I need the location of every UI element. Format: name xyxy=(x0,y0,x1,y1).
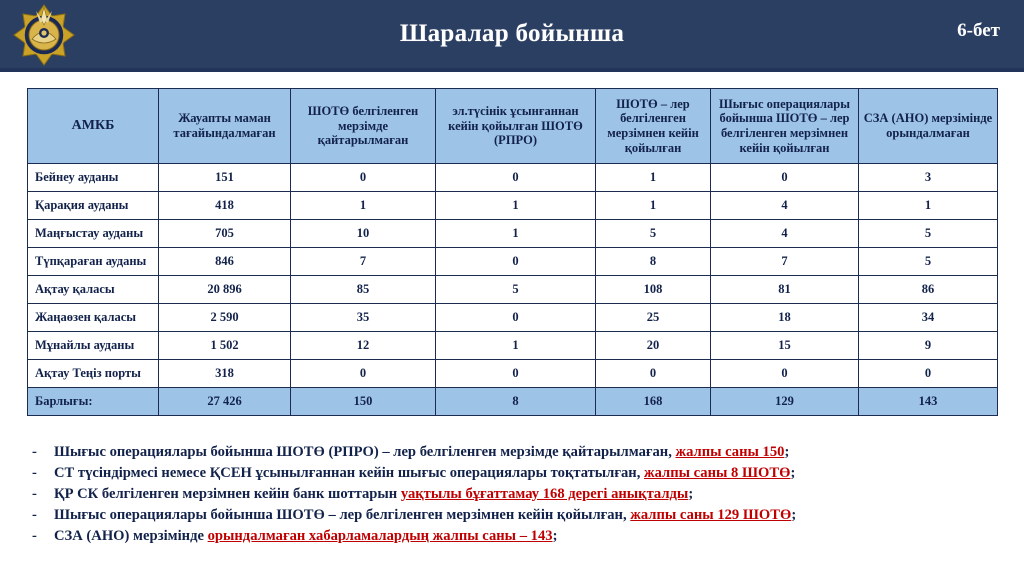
cell: 35 xyxy=(291,304,436,332)
bullet-lead: Шығыс операциялары бойынша ШОТӨ (РПРО) – лер белгіленген мерзімде қайтарылмаған, xyxy=(54,444,676,460)
cell: 1 xyxy=(436,220,596,248)
cell: 418 xyxy=(159,192,291,220)
cell: 0 xyxy=(711,360,859,388)
list-item xyxy=(24,443,1014,463)
cell: 0 xyxy=(291,360,436,388)
total-cell: 129 xyxy=(711,388,859,416)
column-header-no-specialist: Жауапты маман тағайындалмаған xyxy=(159,89,291,164)
bullet-text xyxy=(54,464,795,484)
header-divider xyxy=(0,68,1024,72)
column-header-not-returned-in-term: ШОТӨ белгіленген мерзімде қайтарылмаған xyxy=(291,89,436,164)
row-label: Маңғыстау ауданы xyxy=(28,220,159,248)
cell: 0 xyxy=(436,248,596,276)
cell: 0 xyxy=(859,360,998,388)
cell: 0 xyxy=(436,304,596,332)
cell: 1 xyxy=(596,192,711,220)
list-item xyxy=(24,527,1014,547)
column-header-sza-not-executed: СЗА (АНО) мерзімінде орындалмаған xyxy=(859,89,998,164)
row-label: Жаңаөзен қаласы xyxy=(28,304,159,332)
table-header-row xyxy=(28,89,998,164)
bullet-accent: жалпы саны 150 xyxy=(675,444,785,460)
bullet-lead: Шығыс операциялары бойынша ШОТӨ – лер белгіленген мерзімнен кейін қойылған, xyxy=(54,507,631,523)
row-label: Ақтау қаласы xyxy=(28,276,159,304)
measures-table-container xyxy=(27,88,997,416)
cell: 15 xyxy=(711,332,859,360)
cell: 0 xyxy=(436,360,596,388)
bullet-marker: - xyxy=(32,486,37,502)
total-cell: 168 xyxy=(596,388,711,416)
list-item xyxy=(24,506,1014,526)
cell: 0 xyxy=(436,164,596,192)
cell: 7 xyxy=(711,248,859,276)
cell: 20 xyxy=(596,332,711,360)
cell: 1 xyxy=(291,192,436,220)
cell: 20 896 xyxy=(159,276,291,304)
cell: 3 xyxy=(859,164,998,192)
bullet-marker: - xyxy=(32,528,37,544)
table-row xyxy=(28,220,998,248)
cell: 151 xyxy=(159,164,291,192)
bullet-marker: - xyxy=(32,465,37,481)
cell: 1 xyxy=(436,192,596,220)
cell: 34 xyxy=(859,304,998,332)
bullet-marker: - xyxy=(32,507,37,523)
table-total-row xyxy=(28,388,998,416)
row-label: Қарақия ауданы xyxy=(28,192,159,220)
cell: 12 xyxy=(291,332,436,360)
bullet-text xyxy=(54,506,796,526)
summary-bullet-list xyxy=(24,443,1014,548)
bullet-tail: ; xyxy=(552,528,558,544)
cell: 25 xyxy=(596,304,711,332)
bullet-tail: ; xyxy=(791,507,797,523)
cell: 8 xyxy=(596,248,711,276)
total-cell: 143 xyxy=(859,388,998,416)
total-cell: 150 xyxy=(291,388,436,416)
row-label: Бейнеу ауданы xyxy=(28,164,159,192)
bullet-text xyxy=(54,527,557,547)
measures-table xyxy=(27,88,998,416)
column-header-amkb: АМКБ xyxy=(28,89,159,164)
bullet-text xyxy=(54,443,789,463)
cell: 5 xyxy=(859,220,998,248)
cell: 81 xyxy=(711,276,859,304)
page-title: Шаралар бойынша xyxy=(399,20,625,47)
bullet-tail: ; xyxy=(688,486,694,502)
cell: 1 xyxy=(859,192,998,220)
cell: 1 xyxy=(596,164,711,192)
table-row xyxy=(28,332,998,360)
table-row xyxy=(28,248,998,276)
cell: 5 xyxy=(436,276,596,304)
row-label: Ақтау Теңіз порты xyxy=(28,360,159,388)
list-item xyxy=(24,485,1014,505)
row-label: Мұнайлы ауданы xyxy=(28,332,159,360)
total-cell: 27 426 xyxy=(159,388,291,416)
bullet-lead: ҚР СК белгіленген мерзімнен кейін банк шоттарын xyxy=(54,486,401,502)
cell: 7 xyxy=(291,248,436,276)
bullet-accent: жалпы саны 8 ШОТӨ xyxy=(644,465,791,481)
table-row xyxy=(28,304,998,332)
cell: 108 xyxy=(596,276,711,304)
total-cell: 8 xyxy=(436,388,596,416)
bullet-tail: ; xyxy=(784,444,790,460)
bullet-tail: ; xyxy=(790,465,796,481)
total-label: Барлығы: xyxy=(28,388,159,416)
column-header-after-explanation: эл.түсінік ұсынғаннан кейін қойылған ШОТӨ (РПРО) xyxy=(436,89,596,164)
cell: 705 xyxy=(159,220,291,248)
table-row xyxy=(28,164,998,192)
cell: 9 xyxy=(859,332,998,360)
table-body xyxy=(28,164,998,416)
cell: 1 502 xyxy=(159,332,291,360)
bullet-lead: СТ түсіндірмесі немесе ҚСЕН ұсынылғаннан кейін шығыс операциялары тоқтатылған, xyxy=(54,465,644,481)
cell: 4 xyxy=(711,220,859,248)
row-label: Түпқараған ауданы xyxy=(28,248,159,276)
page-number: 6-бет xyxy=(957,20,1000,41)
cell: 1 xyxy=(436,332,596,360)
cell: 5 xyxy=(859,248,998,276)
cell: 0 xyxy=(711,164,859,192)
bullet-lead: СЗА (АНО) мерзімінде xyxy=(54,528,208,544)
cell: 5 xyxy=(596,220,711,248)
cell: 4 xyxy=(711,192,859,220)
bullet-accent: орындалмаған хабарламалардың жалпы саны – 143 xyxy=(207,528,553,544)
cell: 86 xyxy=(859,276,998,304)
column-header-outgoing-ops-late-shoto: Шығыс операциялары бойынша ШОТӨ – лер белгіленген мерзімнен кейін қойылған xyxy=(711,89,859,164)
bullet-text xyxy=(54,485,693,505)
bullet-accent: уақтылы бұғаттамау 168 дерегі анықталды xyxy=(400,486,689,502)
list-item xyxy=(24,464,1014,484)
cell: 0 xyxy=(291,164,436,192)
cell: 85 xyxy=(291,276,436,304)
cell: 18 xyxy=(711,304,859,332)
column-header-late-shoto: ШОТӨ – лер белгіленген мерзімнен кейін қойылған xyxy=(596,89,711,164)
bullet-accent: жалпы саны 129 ШОТӨ xyxy=(630,507,792,523)
table-row xyxy=(28,276,998,304)
bullet-marker: - xyxy=(32,444,37,460)
cell: 0 xyxy=(596,360,711,388)
cell: 10 xyxy=(291,220,436,248)
cell: 318 xyxy=(159,360,291,388)
cell: 2 590 xyxy=(159,304,291,332)
table-row xyxy=(28,192,998,220)
cell: 846 xyxy=(159,248,291,276)
table-row xyxy=(28,360,998,388)
